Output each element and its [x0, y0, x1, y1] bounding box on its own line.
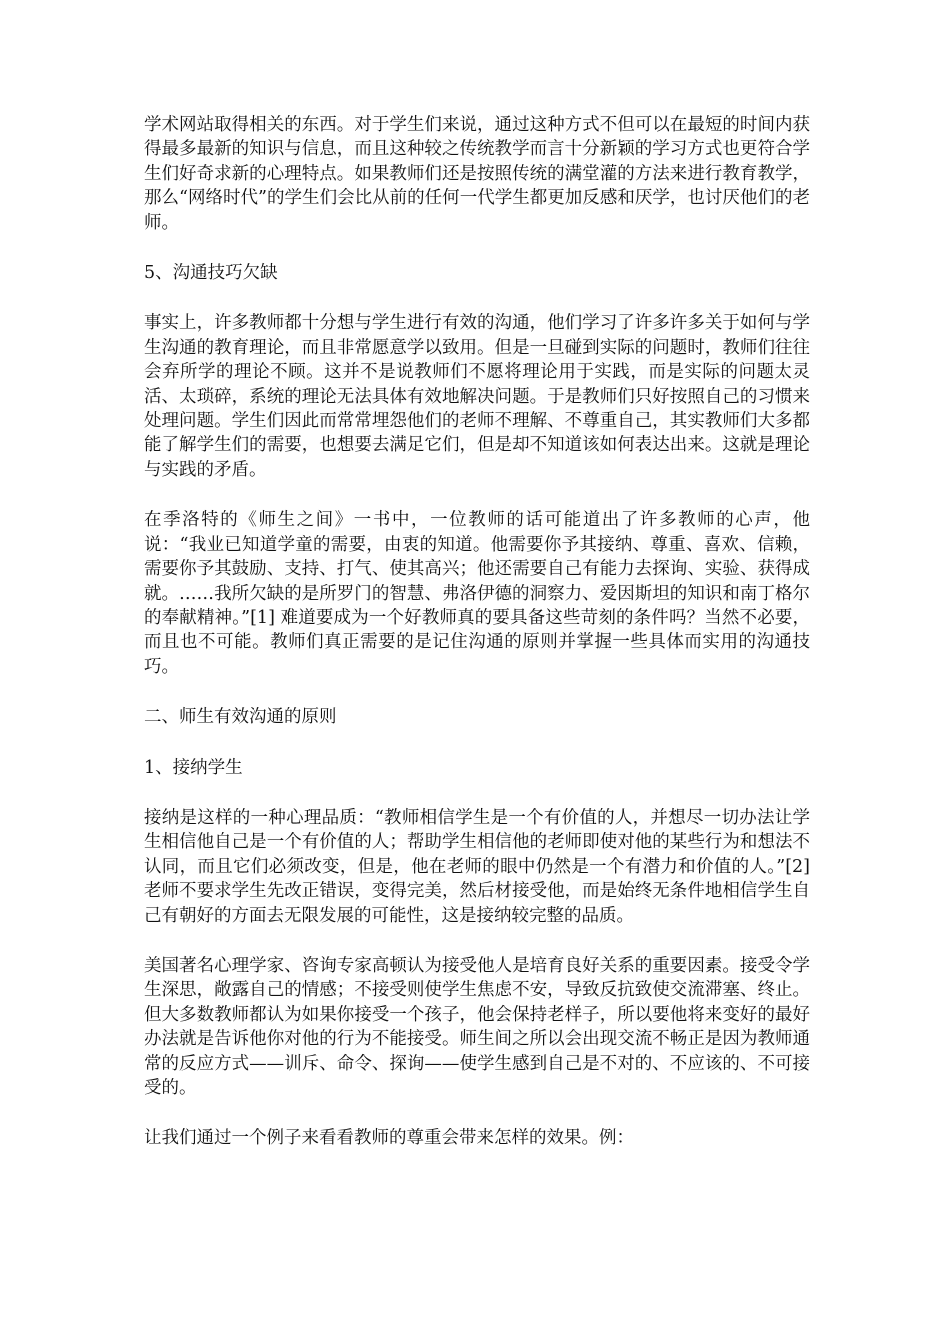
- paragraph-online-learning: 学术网站取得相关的东西。对于学生们来说，通过这种方式不但可以在最短的时间内获得最多最新的知识与信息，而且这种较之传统教学而言十分新颖的学习方式也更符合学生们好奇求新的心理特点。如果教师们还是按照传统的满堂灌的方法来进行教育教学，那么“网络时代”的学生们会比从前的任何一代学生都更加反感和厌学，也讨厌他们的老师。: [144, 115, 810, 233]
- section-heading-communication-skills: 5、沟通技巧欠缺: [144, 263, 278, 284]
- paragraph-gordon-acceptance: 美国著名心理学家、咨询专家高顿认为接受他人是培育良好关系的重要因素。接受令学生深思，敞露自己的情感；不接受则使学生焦虑不安，导致反抗致使交流滞塞、终止。但大多数教师都认为如果你接受一个孩子，他会保持老样子，所以要他将来变好的最好办法就是告诉他你对他的行为不能接受。师生间之所以会出现交流不畅正是因为教师通常的反应方式——训斥、命令、探询——使学生感到自己是不对的、不应该的、不可接受的。: [144, 955, 810, 1098]
- chapter-heading-principles: 二、师生有效沟通的原则: [144, 707, 337, 728]
- document-body: [144, 113, 810, 1177]
- paragraph-teacher-quote: 在季洛特的《师生之间》一书中，一位教师的话可能道出了许多教师的心声，他说：“我业已知道学童的需要，由衷的知道。他需要你予其接纳、尊重、喜欢、信赖，需要你予其鼓励、支持、打气、使其高兴；他还需要自己有能力去探询、实验、获得成就。……我所欠缺的是所罗门的智慧、弗洛伊德的洞察力、爱因斯坦的知识和南丁格尔的奉献精神。”[1] 难道要成为一个好教师真的要具备这些苛刻的条件吗？当然不必要，而且也不可能。教师们真正需要的是记住沟通的原则并掌握一些具体而实用的沟通技巧。: [144, 510, 810, 677]
- paragraph-theory-practice: 事实上，许多教师都十分想与学生进行有效的沟通，他们学习了许多许多关于如何与学生沟通的教育理论，而且非常愿意学以致用。但是一旦碰到实际的问题时，教师们往往会弃所学的理论不顾。这并不是说教师们不愿将理论用于实践，而是实际的问题太灵活、太琐碎，系统的理论无法具体有效地解决问题。于是教师们只好按照自己的习惯来处理问题。学生们因此而常常埋怨他们的老师不理解、不尊重自己，其实教师们大多都能了解学生们的需要，也想要去满足它们，但是却不知道该如何表达出来。这就是理论与实践的矛盾。: [144, 313, 810, 480]
- paragraph-example-intro: 让我们通过一个例子来看看教师的尊重会带来怎样的效果。例：: [144, 1128, 634, 1149]
- section-heading-accept-students: 1、接纳学生: [144, 757, 243, 778]
- paragraph-acceptance-definition: 接纳是这样的一种心理品质：“教师相信学生是一个有价值的人，并想尽一切办法让学生相信他自己是一个有价值的人；帮助学生相信他的老师即使对他的某些行为和想法不认同，而且它们必须改变，但是，他在老师的眼中仍然是一个有潜力和价值的人。”[2] 老师不要求学生先改正错误，变得完美，然后材接受他，而是始终无条件地相信学生自己有朝好的方面去无限发展的可能性，这是接纳较完整的品质。: [144, 807, 810, 926]
